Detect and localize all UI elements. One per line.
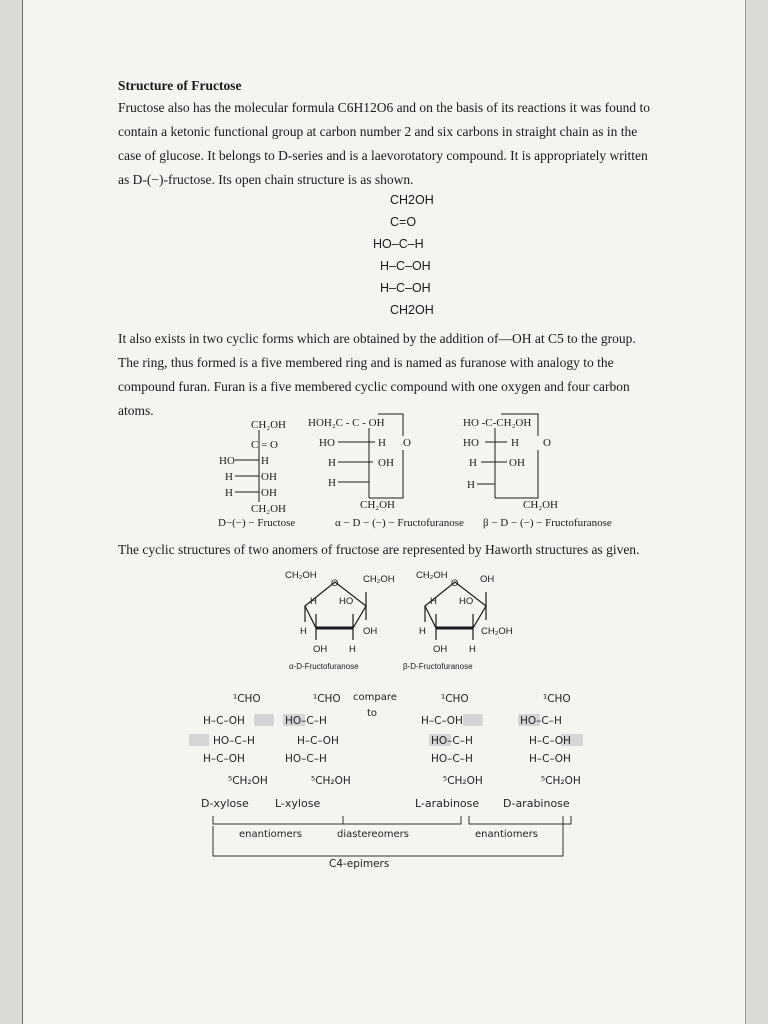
caption-d-fructose: D−(−) − Fructose <box>218 517 296 529</box>
svg-text:OH: OH <box>261 487 277 499</box>
svg-text:H–C–OH: H–C–OH <box>529 753 571 765</box>
paragraph-open-chain: Fructose also has the molecular formula C6H12O6 and on the basis of its reactions it was found to contain a ketonic functional group at carbon number 2 and six carbons in straight chain as in the case of glucose. It belongs to D-series and is a laevorotatory compound. It is appropriately written as D-(−)-fructose. Its open chain structure is as shown. <box>118 100 651 187</box>
svg-text:H–C–OH: H–C–OH <box>529 735 571 747</box>
svg-text:HO -C-CH₂OH: HO -C-CH₂OH <box>463 417 532 429</box>
svg-text:OH: OH <box>378 457 394 469</box>
svg-text:H–C–OH: H–C–OH <box>297 735 339 747</box>
svg-text:OH: OH <box>433 644 448 655</box>
svg-text:HO–C–H: HO–C–H <box>285 753 327 765</box>
svg-text:OH: OH <box>363 626 378 637</box>
svg-text:⁵CH₂OH: ⁵CH₂OH <box>541 775 581 787</box>
oc-c6: CH2OH <box>390 303 434 317</box>
document-page <box>22 0 746 1024</box>
open-chain-structure <box>373 193 473 325</box>
svg-text:HO–C–H: HO–C–H <box>520 715 562 727</box>
svg-text:CH₂OH: CH₂OH <box>363 574 395 585</box>
svg-text:HO: HO <box>319 437 335 449</box>
sugar-label-d-xylose: D-xylose <box>201 797 249 810</box>
sugar-label-l-xylose: L-xylose <box>275 797 321 810</box>
svg-text:¹CHO: ¹CHO <box>233 693 261 705</box>
svg-text:H–C–OH: H–C–OH <box>203 715 245 727</box>
fischer-structures <box>23 408 745 528</box>
svg-text:CH₂OH: CH₂OH <box>523 499 559 511</box>
bracket-label-diastereomers: diastereomers <box>337 829 409 840</box>
svg-text:HO–C–H: HO–C–H <box>213 735 255 747</box>
caption-alpha-fructofuranose: α − D − (−) − Fructofuranose <box>335 517 464 529</box>
section-title: Structure of Fructose <box>118 78 242 93</box>
hand-to: to <box>367 708 378 719</box>
svg-text:CH₂OH: CH₂OH <box>360 499 396 511</box>
svg-text:HO: HO <box>459 596 474 607</box>
oc-c3: HO–C–H <box>373 237 424 251</box>
haworth-structures <box>23 566 745 666</box>
svg-text:H: H <box>225 471 233 483</box>
svg-text:H: H <box>328 477 336 489</box>
svg-text:HO: HO <box>463 437 479 449</box>
svg-text:H: H <box>378 437 386 449</box>
svg-text:H: H <box>300 626 307 637</box>
svg-text:H: H <box>328 457 336 469</box>
svg-text:OH: OH <box>480 574 495 585</box>
svg-text:HO–C–H: HO–C–H <box>431 753 473 765</box>
bracket-label-c4-epimers: C4-epimers <box>329 858 390 870</box>
paragraph-cyclic: It also exists in two cyclic forms which are obtained by the addition of—OH at C5 to the group. The ring, thus formed is a five membered ring and is named as furanose with analogy to the compound furan. Furan is a five membered cyclic compound with one oxygen and four carbon atoms. <box>118 331 636 418</box>
svg-text:H: H <box>469 457 477 469</box>
oc-c5: H–C–OH <box>380 281 431 295</box>
svg-text:H: H <box>419 626 426 637</box>
svg-text:CH₂OH: CH₂OH <box>416 570 448 581</box>
caption-haworth-alpha: α-D-Fructofuranose <box>289 662 359 671</box>
svg-text:H: H <box>225 487 233 499</box>
svg-text:OH: OH <box>261 471 277 483</box>
caption-beta-fructofuranose: β − D − (−) − Fructofuranose <box>483 517 612 529</box>
svg-text:O: O <box>403 437 411 449</box>
svg-text:H–C–OH: H–C–OH <box>421 715 463 727</box>
paragraph-haworth: The cyclic structures of two anomers of fructose are represented by Haworth structures as given. <box>118 542 640 557</box>
bracket-label-enantiomers-2: enantiomers <box>475 829 538 840</box>
svg-text:¹CHO: ¹CHO <box>313 693 341 705</box>
caption-haworth-beta: β-D-Fructofuranose <box>403 662 473 671</box>
svg-text:⁵CH₂OH: ⁵CH₂OH <box>228 775 268 787</box>
svg-text:H: H <box>511 437 519 449</box>
svg-text:H: H <box>261 455 269 467</box>
svg-text:OH: OH <box>509 457 525 469</box>
svg-text:¹CHO: ¹CHO <box>543 693 571 705</box>
svg-text:⁵CH₂OH: ⁵CH₂OH <box>443 775 483 787</box>
svg-text:HO: HO <box>339 596 354 607</box>
svg-text:CH₂OH: CH₂OH <box>251 503 287 515</box>
svg-text:HO: HO <box>219 455 235 467</box>
svg-text:HOH₂C - C - OH: HOH₂C - C - OH <box>308 417 385 429</box>
svg-text:HO–C–H: HO–C–H <box>285 715 327 727</box>
svg-text:CH₂OH: CH₂OH <box>481 626 513 637</box>
oc-c2: C=O <box>390 215 417 229</box>
svg-text:CH₂OH: CH₂OH <box>251 419 287 431</box>
svg-text:H: H <box>349 644 356 655</box>
handwritten-sugars <box>23 688 745 798</box>
svg-text:CH₂OH: CH₂OH <box>285 570 317 581</box>
svg-text:¹CHO: ¹CHO <box>441 693 469 705</box>
svg-text:C = O: C = O <box>251 439 278 451</box>
svg-text:⁵CH₂OH: ⁵CH₂OH <box>311 775 351 787</box>
oc-c4: H–C–OH <box>380 259 431 273</box>
oc-c1: CH2OH <box>390 193 434 207</box>
svg-text:HO–C–H: HO–C–H <box>431 735 473 747</box>
svg-text:O: O <box>451 578 459 589</box>
svg-text:H: H <box>467 479 475 491</box>
svg-text:H: H <box>430 596 437 607</box>
sugar-label-l-arabinose: L-arabinose <box>415 797 480 810</box>
sugar-label-d-arabinose: D-arabinose <box>503 797 570 810</box>
svg-text:H–C–OH: H–C–OH <box>203 753 245 765</box>
svg-text:O: O <box>543 437 551 449</box>
svg-text:OH: OH <box>313 644 328 655</box>
bracket-label-enantiomers-1: enantiomers <box>239 829 302 840</box>
hand-compare: compare <box>353 692 397 703</box>
svg-text:O: O <box>331 578 339 589</box>
svg-text:H: H <box>310 596 317 607</box>
svg-text:H: H <box>469 644 476 655</box>
